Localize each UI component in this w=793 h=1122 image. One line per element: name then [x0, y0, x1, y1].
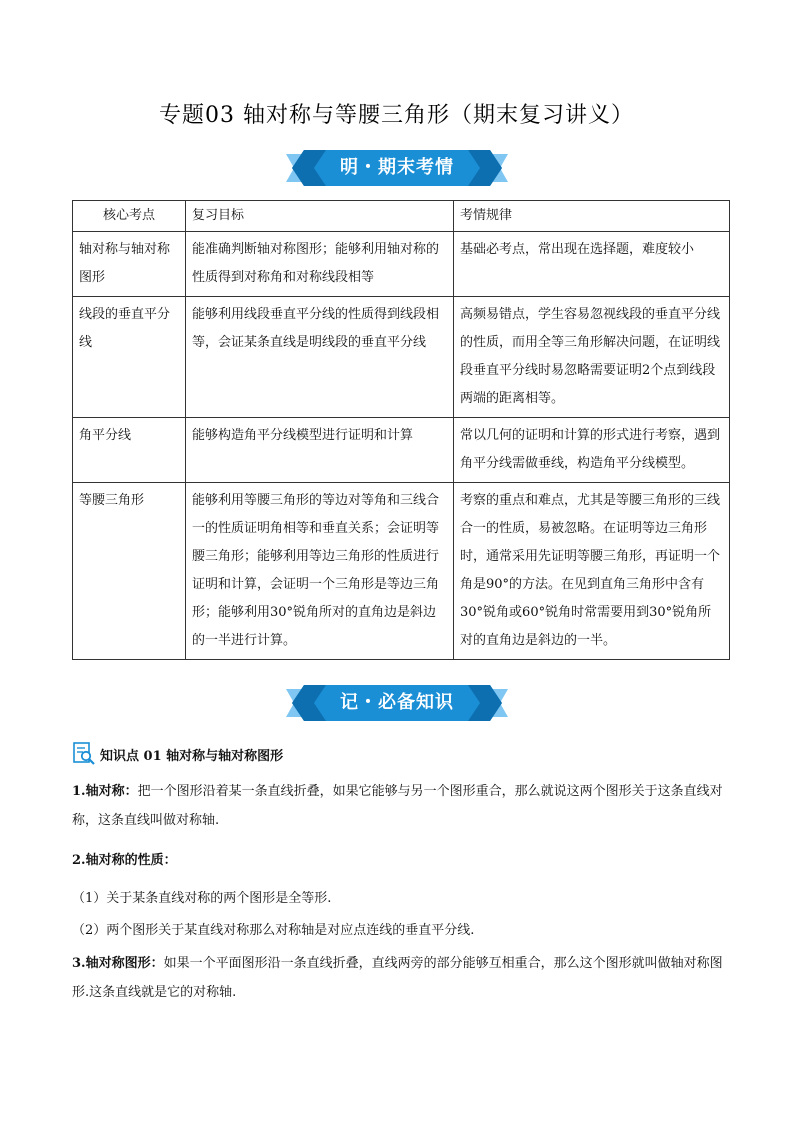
table-header-row [73, 201, 730, 232]
knowledge-point-title: 知识点 01 轴对称与轴对称图形 [100, 749, 284, 764]
paragraph-axis-symmetric-figure [72, 949, 732, 1007]
term-label: 1.轴对称： [72, 784, 138, 799]
header-cell-exam-pattern: 考情规律 [454, 201, 730, 232]
page-title: 专题03 轴对称与等腰三角形（期末复习讲义） [159, 103, 634, 128]
table-cell: 能够利用等腰三角形的等边对等角和三线合一的性质证明角相等和垂直关系；会证明等腰三角形；能够利用等边三角形的性质进行证明和计算，会证明一个三角形是等边三角形；能够利用30°锐角所对的直角边是斜边的一半进行计算。 [186, 483, 454, 660]
table-row [73, 297, 730, 418]
definition-text: 把一个图形沿着某一条直线折叠，如果它能够与另一个图形重合，那么就说这两个图形关于这条直线对称，这条直线叫做对称轴. [72, 784, 723, 828]
magnifier-document-icon [72, 741, 96, 765]
banner-title: 记・必备知识 [340, 692, 454, 713]
term-label: 3.轴对称图形： [72, 956, 164, 971]
paragraph-axis-symmetry [72, 777, 732, 835]
exam-analysis-table [72, 200, 730, 660]
table-cell: 能准确判断轴对称图形；能够利用轴对称的性质得到对称角和对称线段相等 [186, 232, 454, 297]
section-banner-exam-analysis [286, 148, 508, 188]
paragraph-property-2: （2）两个图形关于某直线对称那么对称轴是对应点连线的垂直平分线. [72, 923, 475, 938]
table-cell: 能够利用线段垂直平分线的性质得到线段相等，会证某条直线是明线段的垂直平分线 [186, 297, 454, 418]
paragraph-properties-heading [72, 846, 732, 875]
table-cell: 常以几何的证明和计算的形式进行考察，遇到角平分线需做垂线，构造角平分线模型。 [454, 418, 730, 483]
header-cell-core-topic: 核心考点 [73, 201, 186, 232]
table-cell: 等腰三角形 [73, 483, 186, 660]
table-cell: 基础必考点，常出现在选择题，难度较小 [454, 232, 730, 297]
table-cell: 高频易错点，学生容易忽视线段的垂直平分线的性质，而用全等三角形解决问题，在证明线段垂直平分线时易忽略需要证明2个点到线段两端的距离相等。 [454, 297, 730, 418]
table-row [73, 418, 730, 483]
paragraph-property-1: （1）关于某条直线对称的两个图形是全等形. [72, 891, 332, 906]
table-row [73, 483, 730, 660]
table-cell: 考察的重点和难点，尤其是等腰三角形的三线合一的性质，易被忽略。在证明等边三角形时，通常采用先证明等腰三角形，再证明一个角是90°的方法。在见到直角三角形中含有30°锐角或60°锐角时常需要用到30°锐角所对的直角边是斜边的一半。 [454, 483, 730, 660]
table-cell: 能够构造角平分线模型进行证明和计算 [186, 418, 454, 483]
section-banner-essential-knowledge [286, 683, 508, 723]
definition-text: 如果一个平面图形沿一条直线折叠，直线两旁的部分能够互相重合，那么这个图形就叫做轴对称图形.这条直线就是它的对称轴. [72, 956, 723, 1000]
table-cell: 角平分线 [73, 418, 186, 483]
table-cell: 线段的垂直平分线 [73, 297, 186, 418]
term-label: 2.轴对称的性质： [72, 853, 177, 868]
table-row [73, 232, 730, 297]
banner-title: 明・期末考情 [340, 157, 454, 178]
header-cell-review-goal: 复习目标 [186, 201, 454, 232]
table-cell: 轴对称与轴对称图形 [73, 232, 186, 297]
